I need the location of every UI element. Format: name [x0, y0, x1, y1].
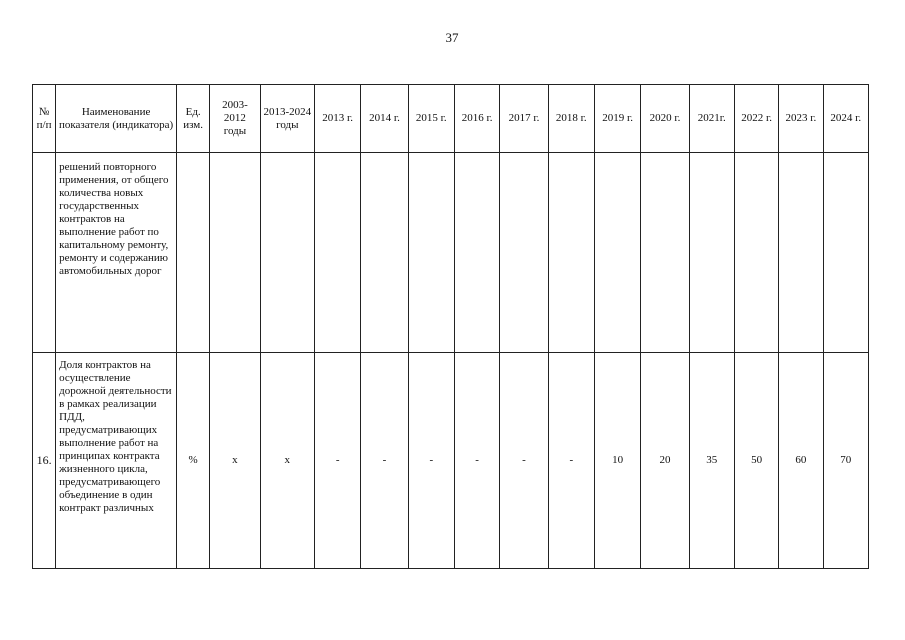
- cell-value: [454, 153, 499, 353]
- cell-value: [260, 153, 314, 353]
- cell-value: 10: [594, 353, 640, 569]
- header-year: 2015 г.: [408, 85, 454, 153]
- cell-value: -: [548, 353, 594, 569]
- header-year: 2017 г.: [500, 85, 548, 153]
- header-period-2013-2024: 2013-2024 годы: [260, 85, 314, 153]
- cell-unit: [177, 153, 210, 353]
- cell-value: [689, 153, 734, 353]
- cell-value: [641, 153, 689, 353]
- header-year: 2018 г.: [548, 85, 594, 153]
- header-num: № п/п: [33, 85, 56, 153]
- cell-indicator-name: решений повторного применения, от общего количества новых государственных контрактов на выполнение работ по капитальному ремонту, ремонту и содержанию автомобильных дорог: [56, 153, 177, 353]
- cell-value: [594, 153, 640, 353]
- cell-num: 16.: [33, 353, 56, 569]
- cell-value: [500, 153, 548, 353]
- cell-value: [734, 153, 778, 353]
- cell-indicator-name: Доля контрактов на осуществление дорожной деятельности в рамках реализации ПДД, предусматривающих выполнение работ на принципах контракта жизненного цикла, предусматривающего объединение в один контракт различных: [56, 353, 177, 569]
- header-year: 2019 г.: [594, 85, 640, 153]
- cell-period-2003-2012: х: [210, 353, 260, 569]
- page-number: 37: [445, 30, 459, 45]
- cell-value: [408, 153, 454, 353]
- header-year: 2016 г.: [454, 85, 499, 153]
- cell-period-2013-2024: х: [260, 353, 314, 569]
- cell-value: 60: [779, 353, 823, 569]
- header-year: 2023 г.: [779, 85, 823, 153]
- cell-value: -: [408, 353, 454, 569]
- cell-value: [210, 153, 260, 353]
- header-year: 2013 г.: [314, 85, 360, 153]
- header-year: 2022 г.: [734, 85, 778, 153]
- cell-num: [33, 153, 56, 353]
- cell-value: [314, 153, 360, 353]
- cell-value: 20: [641, 353, 689, 569]
- cell-value: [823, 153, 868, 353]
- header-period-2003-2012: 2003-2012 годы: [210, 85, 260, 153]
- table-header-row: [33, 85, 869, 153]
- cell-value: -: [361, 353, 408, 569]
- table-row-continuation: [33, 153, 869, 353]
- header-year: 2020 г.: [641, 85, 689, 153]
- cell-value: [779, 153, 823, 353]
- table-row-16: [33, 353, 869, 569]
- cell-value: 50: [734, 353, 778, 569]
- header-unit: Ед. изм.: [177, 85, 210, 153]
- header-year: 2024 г.: [823, 85, 868, 153]
- cell-value: -: [454, 353, 499, 569]
- cell-value: -: [500, 353, 548, 569]
- cell-value: -: [314, 353, 360, 569]
- cell-value: 70: [823, 353, 868, 569]
- header-year: 2014 г.: [361, 85, 408, 153]
- cell-value: [548, 153, 594, 353]
- indicators-table: [32, 84, 869, 569]
- header-year: 2021г.: [689, 85, 734, 153]
- header-name: Наименование показателя (индикатора): [56, 85, 177, 153]
- cell-value: 35: [689, 353, 734, 569]
- cell-value: [361, 153, 408, 353]
- cell-unit: %: [177, 353, 210, 569]
